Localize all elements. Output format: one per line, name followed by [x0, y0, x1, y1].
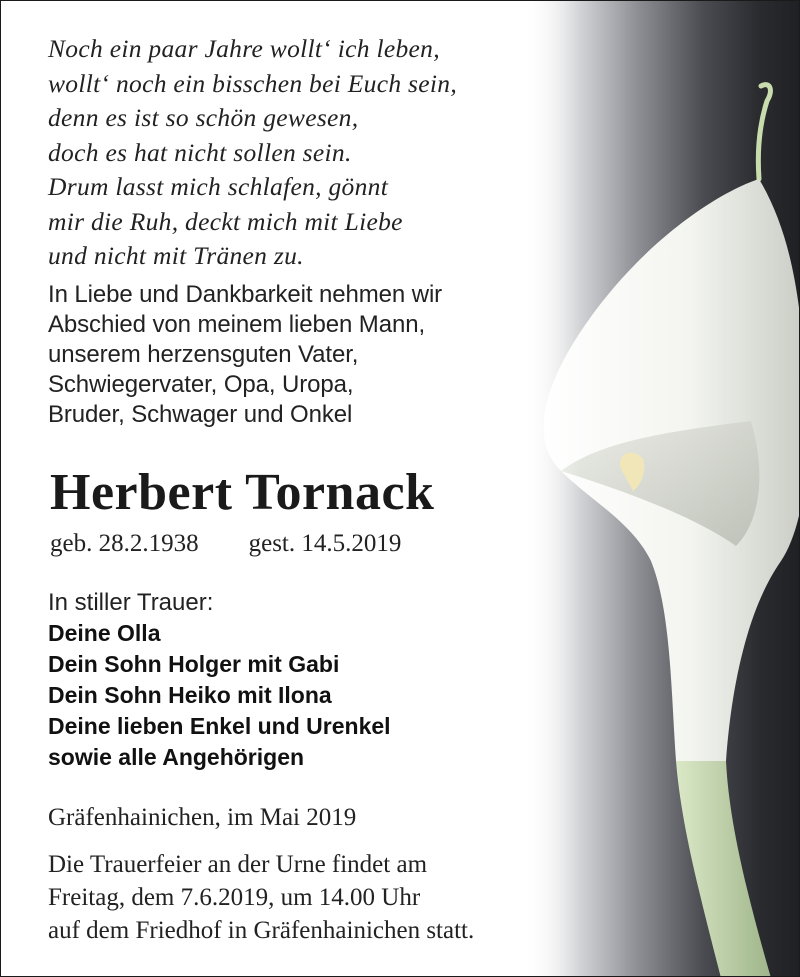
poem-line: doch es hat nicht sollen sein. — [48, 137, 352, 167]
death-date: gest. 14.5.2019 — [248, 530, 402, 557]
mourner-item: sowie alle Angehörigen — [48, 744, 305, 770]
intro-line: Abschied von meinem lieben Mann, — [48, 311, 426, 338]
panel-fade — [521, 1, 581, 977]
funeral-notice — [48, 848, 474, 947]
funeral-line: Die Trauerfeier an der Urne findet am — [48, 851, 428, 878]
poem-line: denn es ist so schön gewesen, — [48, 103, 359, 132]
mourner-item: Dein Sohn Holger mit Gabi — [48, 651, 340, 677]
mourners-list — [48, 618, 391, 773]
mourner-item: Deine lieben Enkel und Urenkel — [48, 713, 391, 739]
intro-line: Schwiegervater, Opa, Uropa, — [48, 371, 354, 398]
intro-line: unserem herzensguten Vater, — [48, 341, 359, 368]
funeral-line: auf dem Friedhof in Gräfenhainichen statt. — [48, 917, 475, 944]
intro-text — [48, 280, 442, 430]
mourning-label: In stiller Trauer: — [48, 589, 214, 616]
poem — [48, 32, 457, 274]
poem-line: wollt‘ noch ein bisschen bei Euch sein, — [48, 68, 457, 98]
intro-line: Bruder, Schwager und Onkel — [48, 401, 353, 428]
mourner-item: Deine Olla — [48, 620, 161, 646]
poem-line: Drum lasst mich schlafen, gönnt — [48, 172, 389, 201]
poem-line: mir die Ruh, deckt mich mit Liebe — [48, 206, 403, 236]
funeral-line: Freitag, dem 7.6.2019, um 14.00 Uhr — [48, 884, 421, 911]
calla-lily-panel — [521, 1, 800, 977]
poem-line: Noch ein paar Jahre wollt‘ ich leben, — [48, 34, 440, 63]
birth-date: geb. 28.2.1938 — [50, 530, 199, 557]
place-date: Gräfenhainichen, im Mai 2019 — [48, 804, 357, 831]
life-dates — [50, 527, 401, 561]
deceased-name: Herbert Tornack — [50, 464, 435, 521]
mourner-item: Dein Sohn Heiko mit Ilona — [48, 682, 332, 708]
intro-line: In Liebe und Dankbarkeit nehmen wir — [48, 281, 443, 308]
poem-line: und nicht mit Tränen zu. — [48, 241, 304, 270]
